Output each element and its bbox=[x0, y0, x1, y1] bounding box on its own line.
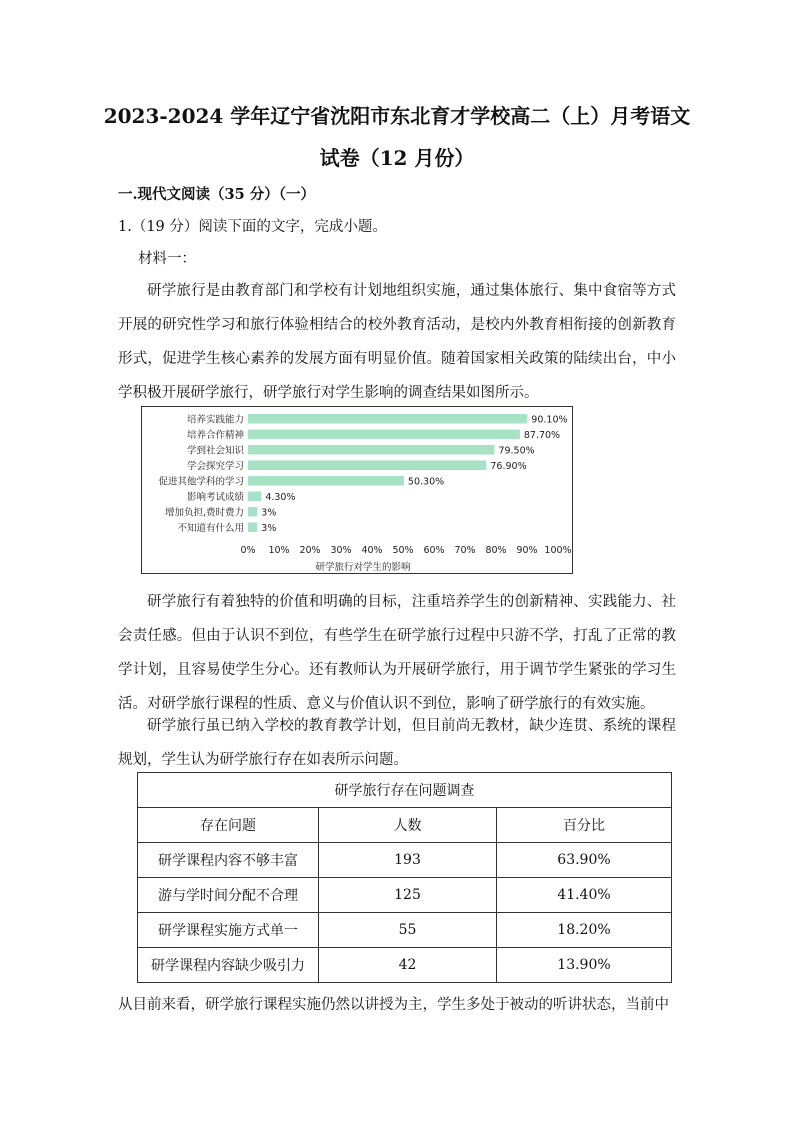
x-tick-label: 30% bbox=[330, 545, 352, 556]
x-tick-label: 80% bbox=[485, 545, 507, 556]
table-cell: 55 bbox=[319, 913, 497, 948]
table-row bbox=[138, 843, 672, 878]
paragraph-1: 研学旅行是由教育部门和学校有计划地组织实施，通过集体旅行、集中食宿等方式开展的研究性学习和旅行体验相结合的校外教育活动，是校内外教育相衔接的创新教育形式，促进学生核心素养的发展方面有明显价值。随着国家相关政策的陆续出台，中小学积极开展研学旅行，研学旅行对学生影响的调查结果如图所示。 bbox=[118, 283, 676, 401]
table-cell: 41.40% bbox=[497, 878, 672, 913]
table-header: 百分比 bbox=[497, 808, 672, 843]
data-label: 4.30% bbox=[265, 491, 296, 503]
table-cell: 42 bbox=[319, 948, 497, 983]
category-label: 影响考试成绩 bbox=[186, 491, 244, 503]
table-cell: 游与学时间分配不合理 bbox=[138, 878, 319, 913]
section-heading: 一.现代文阅读（35 分）（一） bbox=[118, 186, 316, 203]
data-label: 3% bbox=[261, 522, 277, 534]
table-cell: 研学课程实施方式单一 bbox=[138, 913, 319, 948]
bar bbox=[248, 430, 520, 440]
table-header-row bbox=[138, 808, 672, 843]
x-tick-label: 60% bbox=[423, 545, 445, 556]
data-label: 90.10% bbox=[531, 414, 568, 426]
bar bbox=[248, 523, 257, 533]
table-cell: 193 bbox=[319, 843, 497, 878]
category-label: 不知道有什么用 bbox=[177, 522, 244, 534]
material-label: 材料一： bbox=[138, 251, 196, 267]
bar bbox=[248, 476, 404, 486]
doc-title-line2: 试卷（12 月份） bbox=[319, 146, 475, 170]
table-row bbox=[138, 878, 672, 913]
x-tick-label: 90% bbox=[516, 545, 538, 556]
paragraph-4: 从目前来看，研学旅行课程实施仍然以讲授为主，学生多处于被动的听讲状态，当前中 bbox=[118, 997, 669, 1013]
table-cell: 13.90% bbox=[497, 948, 672, 983]
table-caption: 研学旅行存在问题调查 bbox=[138, 773, 672, 808]
data-label: 50.30% bbox=[407, 476, 445, 488]
category-label: 培养实践能力 bbox=[186, 414, 244, 426]
bar bbox=[248, 461, 486, 471]
table-cell: 18.20% bbox=[497, 913, 672, 948]
x-tick-label: 40% bbox=[361, 545, 383, 556]
question-intro: 1.（19 分）阅读下面的文字，完成小题。 bbox=[118, 219, 387, 235]
data-label: 3% bbox=[261, 507, 277, 519]
x-tick-label: 20% bbox=[299, 545, 321, 556]
x-tick-label: 50% bbox=[392, 545, 414, 556]
table-header: 人数 bbox=[319, 808, 497, 843]
doc-title-line1: 2023-2024 学年辽宁省沈阳市东北育才学校高二（上）月考语文 bbox=[103, 104, 691, 128]
bar bbox=[248, 507, 257, 517]
survey-table bbox=[137, 772, 672, 983]
table-cell: 研学课程内容不够丰富 bbox=[138, 843, 319, 878]
category-label: 培养合作精神 bbox=[186, 429, 244, 441]
bar bbox=[248, 414, 527, 424]
x-tick-label: 10% bbox=[268, 545, 290, 556]
x-axis-title: 研学旅行对学生的影响 bbox=[315, 562, 411, 573]
x-tick-label: 0% bbox=[240, 545, 256, 556]
table-row bbox=[138, 913, 672, 948]
paragraph-3: 研学旅行虽已纳入学校的教育教学计划，但目前尚无教材，缺少连贯、系统的课程规划，学生认为研学旅行存在如表所示问题。 bbox=[118, 718, 676, 768]
table-row bbox=[138, 948, 672, 983]
data-label: 87.70% bbox=[523, 429, 561, 441]
category-label: 学到社会知识 bbox=[186, 445, 244, 457]
bar-chart bbox=[141, 406, 573, 574]
table-cell: 125 bbox=[319, 878, 497, 913]
data-label: 79.50% bbox=[498, 445, 535, 457]
category-label: 促进其他学科的学习 bbox=[158, 476, 244, 488]
table-cell: 研学课程内容缺少吸引力 bbox=[138, 948, 319, 983]
table-cell: 63.90% bbox=[497, 843, 672, 878]
data-label: 76.90% bbox=[490, 460, 527, 472]
table-caption-row bbox=[138, 773, 672, 808]
category-label: 学会探究学习 bbox=[186, 460, 244, 472]
table-header: 存在问题 bbox=[138, 808, 319, 843]
paragraph-2: 研学旅行有着独特的价值和明确的目标，注重培养学生的创新精神、实践能力、社会责任感。但由于认识不到位，有些学生在研学旅行过程中只游不学，打乱了正常的教学计划，且容易使学生分心。还有教师认为开展研学旅行，用于调节学生紧张的学习生活。对研学旅行课程的性质、意义与价值认识不到位，影响了研学旅行的有效实施。 bbox=[118, 594, 676, 712]
x-tick-label: 100% bbox=[544, 545, 572, 556]
category-label: 增加负担,费时费力 bbox=[164, 507, 244, 519]
bar bbox=[248, 492, 261, 502]
bar bbox=[248, 445, 494, 455]
bar-chart-svg bbox=[142, 407, 574, 575]
x-tick-label: 70% bbox=[454, 545, 476, 556]
